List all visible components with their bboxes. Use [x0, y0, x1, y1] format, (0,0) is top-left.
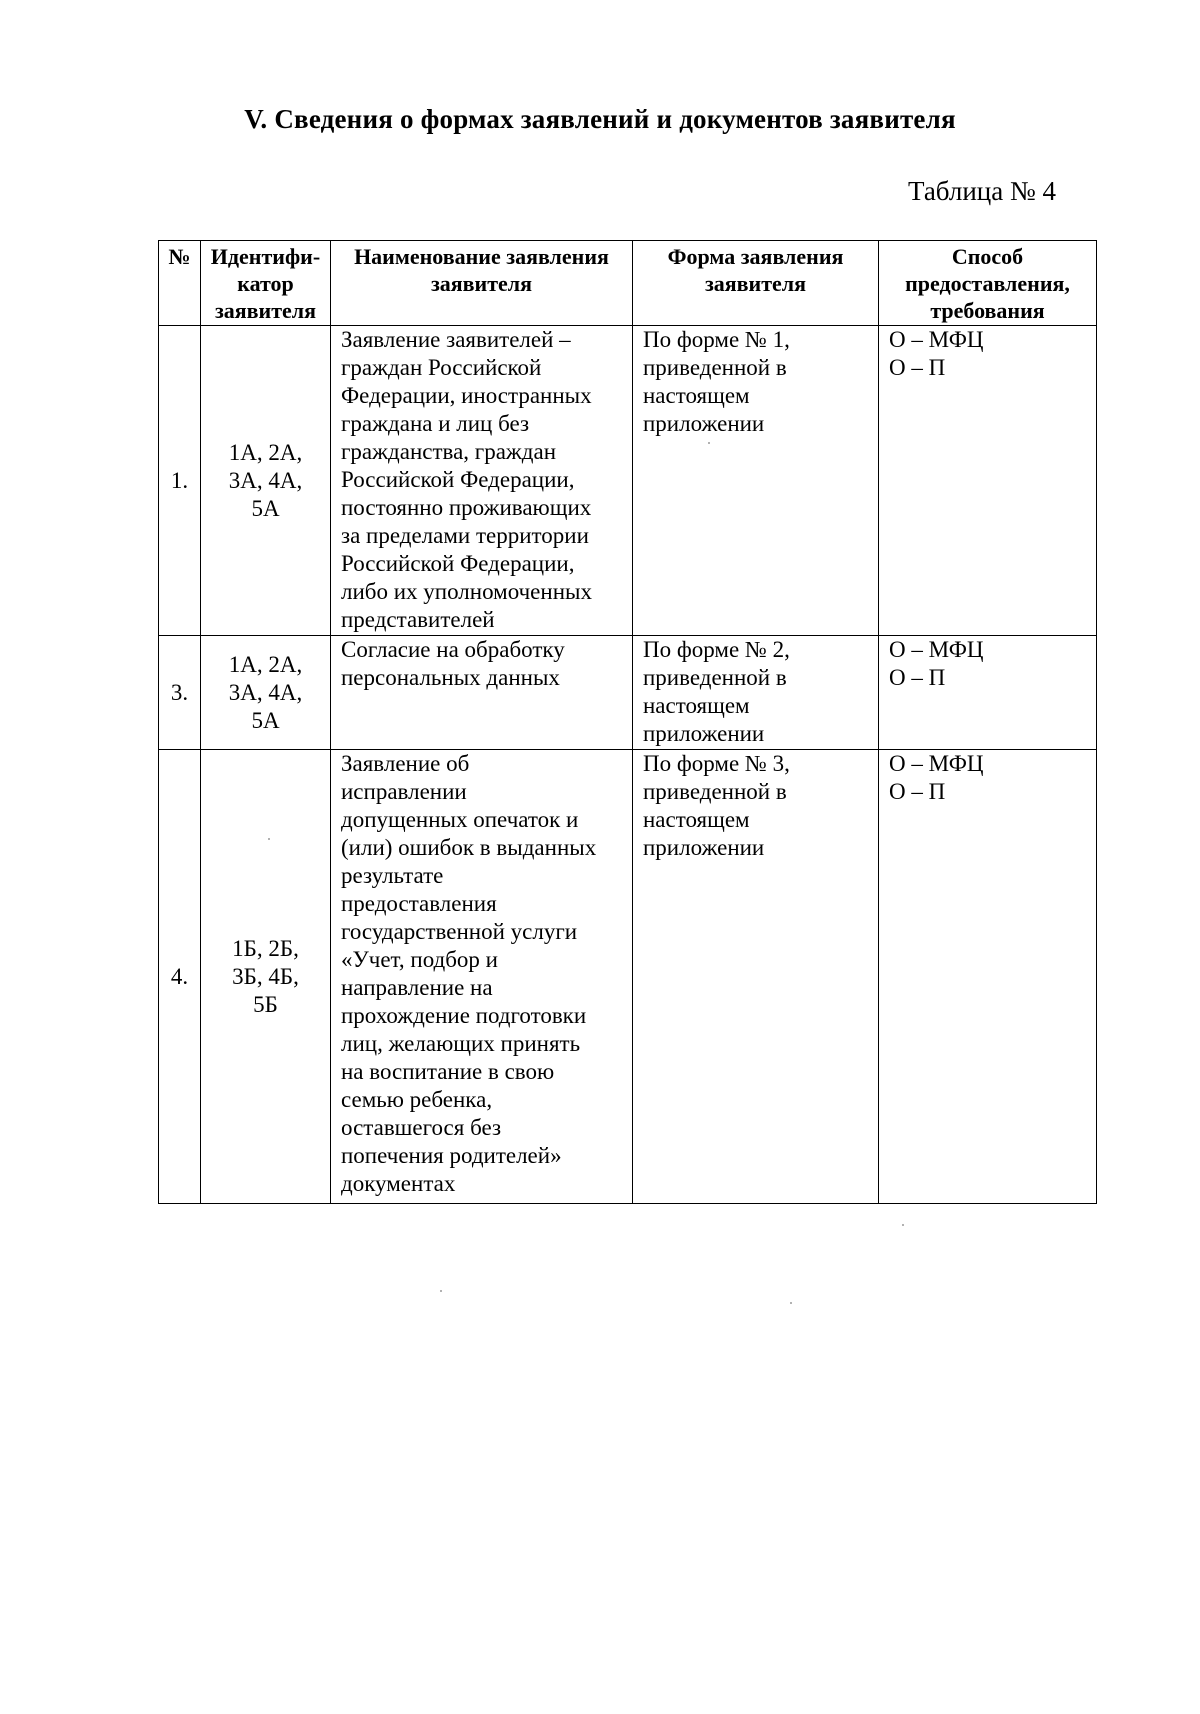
scan-speck	[790, 1302, 792, 1304]
row-submission-method	[879, 326, 1097, 636]
name-line: либо их уполномоченных	[341, 579, 592, 604]
form-line: приведенной в	[643, 355, 787, 380]
row-application-form	[633, 750, 879, 1204]
header-identifier	[201, 241, 331, 326]
form-line: настоящем	[643, 383, 750, 408]
name-line: постоянно проживающих	[341, 495, 592, 520]
form-line: По форме № 2,	[643, 637, 790, 662]
table-row	[159, 326, 1097, 636]
scan-speck	[902, 1224, 904, 1226]
method-line: О – П	[889, 779, 946, 804]
row-application-form	[633, 326, 879, 636]
name-line: направление на	[341, 975, 493, 1000]
row-submission-method	[879, 636, 1097, 750]
header-identifier-line: Идентифи-	[210, 244, 321, 269]
identifier-line: 5Б	[253, 991, 278, 1017]
scan-speck	[440, 1290, 442, 1292]
identifier-line: 1А, 2А,	[228, 439, 303, 465]
scan-speck	[268, 838, 270, 840]
row-number: 4.	[159, 750, 201, 1204]
name-line: предоставления	[341, 891, 497, 916]
row-application-form	[633, 636, 879, 750]
row-submission-method	[879, 750, 1097, 1204]
name-line: за пределами территории	[341, 523, 589, 548]
name-line: Российской Федерации,	[341, 551, 575, 576]
name-line: оставшегося без	[341, 1115, 502, 1140]
name-line: Согласие на обработку	[341, 637, 565, 662]
identifier-line: 5А	[251, 707, 280, 733]
row-identifier	[201, 326, 331, 636]
name-line: попечения родителей»	[341, 1143, 562, 1168]
identifier-line: 3А, 4А,	[228, 467, 303, 493]
name-line: персональных данных	[341, 665, 560, 690]
name-line: представителей	[341, 607, 495, 632]
table-row	[159, 750, 1097, 1204]
name-line: граждана и лиц без	[341, 411, 530, 436]
header-form	[633, 241, 879, 326]
name-line: результате	[341, 863, 444, 888]
header-form-line: заявителя	[704, 271, 807, 296]
row-application-name	[331, 636, 633, 750]
table-header-row	[159, 241, 1097, 326]
form-line: По форме № 1,	[643, 327, 790, 352]
scan-speck	[708, 442, 710, 444]
header-name	[331, 241, 633, 326]
page-heading: V. Сведения о формах заявлений и документов заявителя	[244, 104, 956, 134]
table-caption: Таблица № 4	[908, 176, 1056, 206]
row-number: 1.	[159, 326, 201, 636]
form-line: приведенной в	[643, 665, 787, 690]
identifier-line: 1Б, 2Б,	[232, 935, 299, 961]
identifier-line: 5А	[251, 495, 280, 521]
header-number	[159, 241, 201, 326]
header-form-line: Форма заявления	[667, 244, 844, 269]
header-name-line: Наименование заявления	[354, 244, 609, 269]
identifier-line: 3А, 4А,	[228, 679, 303, 705]
header-identifier-line: заявителя	[214, 298, 317, 323]
identifier-line: 3Б, 4Б,	[232, 963, 299, 989]
header-method-line: Способ	[951, 244, 1024, 269]
name-line: документах	[341, 1171, 456, 1196]
name-line: государственной услуги	[341, 919, 578, 944]
name-line: гражданства, граждан	[341, 439, 557, 464]
row-application-name	[331, 750, 633, 1204]
name-line: семью ребенка,	[341, 1087, 493, 1112]
method-line: О – МФЦ	[889, 327, 984, 352]
row-identifier	[201, 750, 331, 1204]
name-line: прохождение подготовки	[341, 1003, 587, 1028]
header-method-line: предоставления,	[905, 271, 1070, 296]
method-line: О – П	[889, 665, 946, 690]
form-line: приложении	[643, 835, 765, 860]
method-line: О – МФЦ	[889, 751, 984, 776]
name-line: на воспитание в свою	[341, 1059, 555, 1084]
name-line: Федерации, иностранных	[341, 383, 592, 408]
header-name-line: заявителя	[430, 271, 533, 296]
form-line: настоящем	[643, 807, 750, 832]
header-method	[879, 241, 1097, 326]
table-row	[159, 636, 1097, 750]
form-line: приложении	[643, 411, 765, 436]
forms-table	[158, 240, 1097, 1204]
row-application-name	[331, 326, 633, 636]
name-line: исправлении	[341, 779, 467, 804]
name-line: допущенных опечаток и	[341, 807, 579, 832]
row-number: 3.	[159, 636, 201, 750]
name-line: «Учет, подбор и	[341, 947, 498, 972]
form-line: настоящем	[643, 693, 750, 718]
name-line: лиц, желающих принять	[341, 1031, 581, 1056]
method-line: О – П	[889, 355, 946, 380]
header-number-line: №	[168, 244, 191, 269]
name-line: Российской Федерации,	[341, 467, 575, 492]
header-method-line: требования	[930, 298, 1045, 323]
form-line: приложении	[643, 721, 765, 746]
identifier-line: 1А, 2А,	[228, 651, 303, 677]
name-line: (или) ошибок в выданных	[341, 835, 597, 860]
row-identifier	[201, 636, 331, 750]
form-line: По форме № 3,	[643, 751, 790, 776]
name-line: граждан Российской	[341, 355, 542, 380]
name-line: Заявление заявителей –	[341, 327, 571, 352]
method-line: О – МФЦ	[889, 637, 984, 662]
header-identifier-line: катор	[237, 271, 294, 296]
name-line: Заявление об	[341, 751, 470, 776]
form-line: приведенной в	[643, 779, 787, 804]
